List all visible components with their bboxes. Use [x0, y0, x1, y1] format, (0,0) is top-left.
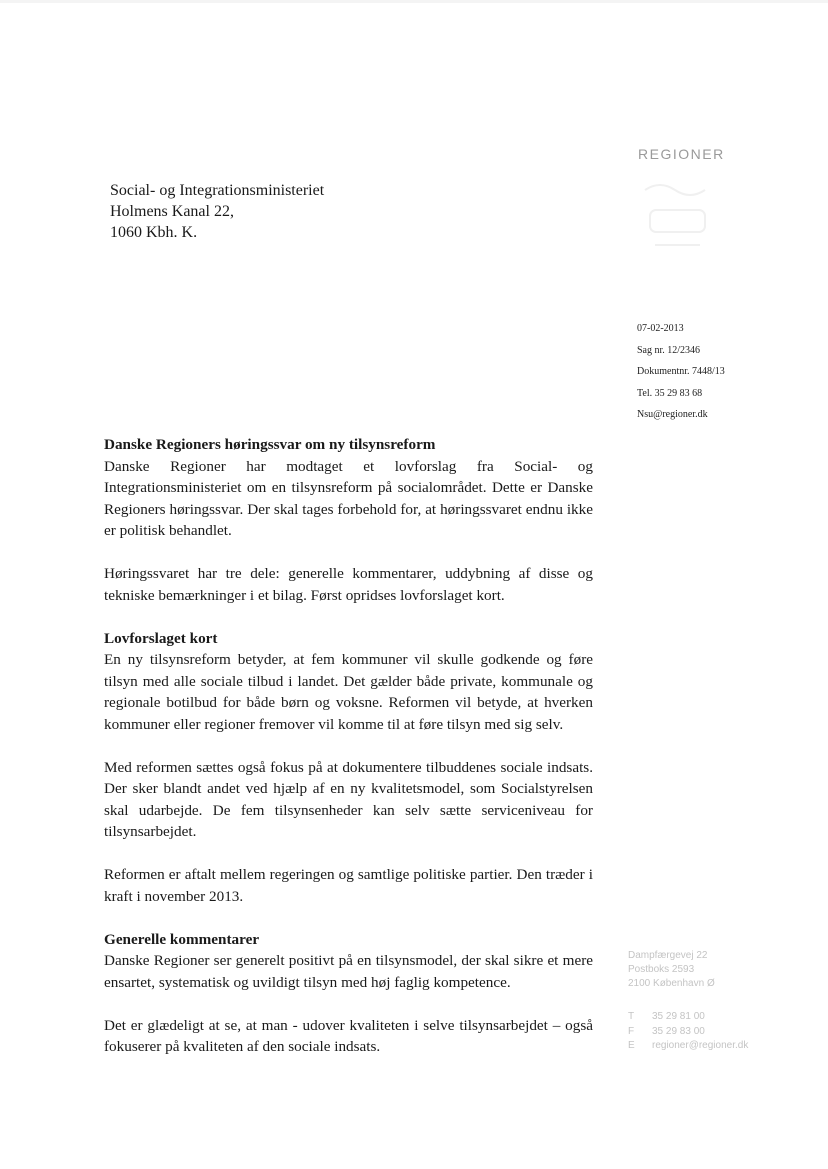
case-number: Sag nr. 12/2346	[637, 344, 701, 356]
section-heading: Generelle kommentarer	[104, 930, 260, 948]
paragraph: Det er glædeligt at se, at man - udover kvaliteten i selve tilsynsarbejdet – også fokuserer på kvaliteten af den sociale indsats.	[104, 1016, 593, 1055]
recipient-address	[110, 180, 324, 243]
footer-pobox: Postboks 2593	[628, 964, 695, 975]
scan-edge	[0, 0, 828, 3]
section-heading: Lovforslaget kort	[104, 629, 218, 647]
paragraph: Med reformen sættes også fokus på at dokumentere tilbuddenes sociale indsats. Der sker blandt andet ved hjælp af en ny kvalitetsmodel, som Socialstyrelsen skal udarbejde. De fem tilsynsenheder kan selv sætte serviceniveau for tilsynsarbejdet.	[104, 758, 593, 840]
letter-meta	[637, 318, 725, 426]
recipient-line: Social- og Integrationsministeriet	[110, 182, 325, 199]
footer-contact	[628, 1010, 748, 1054]
parts-paragraph: Høringssvaret har tre dele: generelle kommentarer, uddybning af disse og tekniske bemærkninger i et bilag. Først opridses lovforslaget kort.	[104, 565, 593, 604]
logo-wordmark: REGIONER	[638, 146, 725, 162]
footer-street: Dampfærgevej 22	[628, 950, 708, 961]
letter-date: 07-02-2013	[637, 323, 684, 334]
phone-key: T	[628, 1011, 635, 1022]
footer-phone: 35 29 81 00	[652, 1011, 705, 1022]
contact-phone: Tel. 35 29 83 68	[637, 387, 703, 399]
paragraph: En ny tilsynsreform betyder, at fem kommuner vil skulle godkende og føre tilsyn med alle sociale tilbud i landet. Det gælder både private, kommunale og regionale botilbud for både børn og voksne. Reformen vil betyde, at hverken kommuner eller regioner fremover vil komme til at føre tilsyn med sig selv.	[104, 651, 593, 733]
footer-fax: 35 29 83 00	[652, 1025, 705, 1037]
letter-body	[104, 434, 593, 1079]
email-key: E	[628, 1040, 635, 1051]
recipient-line: 1060 Kbh. K.	[110, 224, 198, 241]
intro-paragraph: Danske Regioner har modtaget et lovforslag fra Social- og Integrationsministeriet om en tilsynsreform på socialområdet. Dette er Danske Regioners høringssvar. Der skal tages forbehold for, at høringssvaret endnu ikke er politisk behandlet.	[104, 457, 593, 539]
contact-email: Nsu@regioner.dk	[637, 409, 708, 421]
letter-heading: Danske Regioners høringssvar om ny tilsynsreform	[104, 436, 436, 453]
paragraph: Reformen er aftalt mellem regeringen og samtlige politiske partier. Den træder i kraft i november 2013.	[104, 866, 593, 905]
paragraph: Danske Regioner ser generelt positivt på en tilsynsmodel, der skal sikre et mere ensartet, systematisk og uvildigt tilsyn med høj faglig kompetence.	[104, 952, 593, 991]
logo-emblem	[640, 170, 710, 260]
recipient-line: Holmens Kanal 22,	[110, 203, 234, 220]
footer-city: 2100 København Ø	[628, 978, 715, 989]
footer-email-row	[628, 1039, 748, 1054]
footer-email: regioner@regioner.dk	[652, 1040, 749, 1051]
document-number: Dokumentnr. 7448/13	[637, 366, 725, 378]
footer-address	[628, 949, 715, 991]
footer-phone-row	[628, 1010, 748, 1025]
fax-key: F	[628, 1025, 635, 1037]
footer-fax-row	[628, 1025, 748, 1040]
